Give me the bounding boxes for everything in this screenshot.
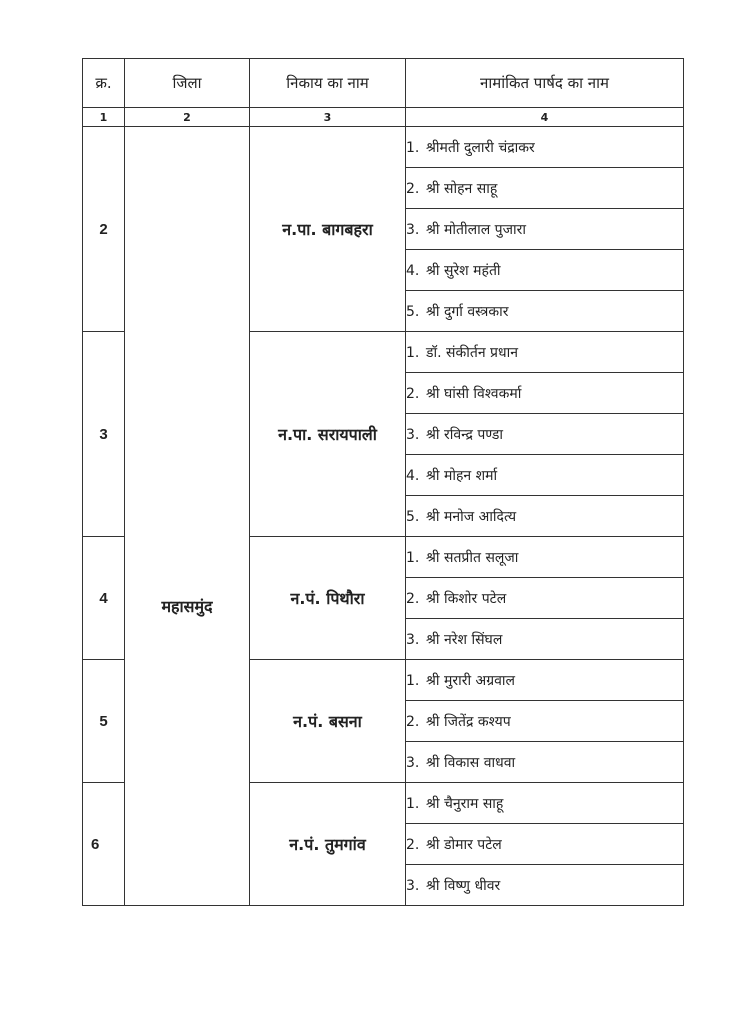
member-name: [406, 578, 684, 619]
member-number: 2.: [406, 180, 420, 197]
member-name: [406, 619, 684, 660]
member-label: डॉ. संकीर्तन प्रधान: [426, 344, 519, 361]
member-name: [406, 455, 684, 496]
member-name: [406, 701, 684, 742]
header-serial: क्र.: [83, 59, 125, 108]
member-name: [406, 168, 684, 209]
member-label: श्री किशोर पटेल: [426, 590, 507, 607]
serial-number: 4: [83, 537, 125, 660]
member-label: श्री घांसी विश्वकर्मा: [426, 385, 522, 402]
member-name: [406, 783, 684, 824]
member-number: 3.: [406, 754, 420, 771]
member-label: श्री जितेंद्र कश्यप: [426, 713, 511, 730]
member-number: 3.: [406, 426, 420, 443]
member-label: श्री नरेश सिंघल: [426, 631, 503, 648]
member-number: 5.: [406, 303, 420, 320]
member-number: 1.: [406, 795, 420, 812]
header-row: [83, 59, 684, 108]
body-name: न.पं. पिथौरा: [250, 537, 406, 660]
member-number: 2.: [406, 590, 420, 607]
member-number: 5.: [406, 508, 420, 525]
column-number: 1: [83, 108, 125, 127]
member-name: [406, 660, 684, 701]
nomination-document: [82, 58, 683, 914]
serial-number: 3: [83, 332, 125, 537]
member-label: श्रीमती दुलारी चंद्राकर: [426, 139, 535, 156]
member-number: 2.: [406, 836, 420, 853]
column-number-row: [83, 108, 684, 127]
member-number: 1.: [406, 139, 420, 156]
member-label: श्री सुरेश महंती: [426, 262, 501, 279]
member-label: श्री डोमार पटेल: [426, 836, 502, 853]
body-name: न.पा. सरायपाली: [250, 332, 406, 537]
member-number: 3.: [406, 221, 420, 238]
member-name: [406, 414, 684, 455]
serial-number: 5: [83, 660, 125, 783]
column-number: 4: [406, 108, 684, 127]
header-district: जिला: [125, 59, 250, 108]
member-name: [406, 865, 684, 906]
column-number: 2: [125, 108, 250, 127]
member-label: श्री दुर्गा वस्त्रकार: [426, 303, 509, 320]
member-name: [406, 332, 684, 373]
member-number: 2.: [406, 713, 420, 730]
member-label: श्री मुरारी अग्रवाल: [426, 672, 516, 689]
member-number: 1.: [406, 549, 420, 566]
member-label: श्री चैनुराम साहू: [426, 795, 504, 812]
member-label: श्री रविन्द्र पण्डा: [426, 426, 504, 443]
body-name: न.पा. बागबहरा: [250, 127, 406, 332]
member-label: श्री मनोज आदित्य: [426, 508, 517, 525]
member-number: 2.: [406, 385, 420, 402]
header-body-name: निकाय का नाम: [250, 59, 406, 108]
member-number: 3.: [406, 631, 420, 648]
nominated-councillors-table: [82, 58, 684, 906]
member-label: श्री मोहन शर्मा: [426, 467, 498, 484]
member-number: 4.: [406, 262, 420, 279]
member-name: [406, 742, 684, 783]
member-number: 3.: [406, 877, 420, 894]
member-name: [406, 250, 684, 291]
member-label: श्री सोहन साहू: [426, 180, 498, 197]
member-label: श्री विष्णु धीवर: [426, 877, 501, 894]
body-name: न.पं. तुमगांव: [250, 783, 406, 906]
serial-number: 2: [83, 127, 125, 332]
member-label: श्री सतप्रीत सलूजा: [426, 549, 519, 566]
member-name: [406, 824, 684, 865]
member-label: श्री मोतीलाल पुजारा: [426, 221, 526, 238]
member-number: 1.: [406, 344, 420, 361]
member-number: 4.: [406, 467, 420, 484]
member-name: [406, 291, 684, 332]
member-name: [406, 373, 684, 414]
member-number: 1.: [406, 672, 420, 689]
member-label: श्री विकास वाधवा: [426, 754, 516, 771]
member-name: [406, 537, 684, 578]
member-name: [406, 127, 684, 168]
table-body: [83, 127, 684, 906]
table-row: [83, 127, 684, 168]
member-name: [406, 496, 684, 537]
member-name: [406, 209, 684, 250]
district-name: [125, 127, 250, 906]
column-number: 3: [250, 108, 406, 127]
body-name: न.पं. बसना: [250, 660, 406, 783]
district-label: महासमुंद: [161, 597, 213, 616]
serial-number: 6: [83, 783, 125, 906]
header-nominated-councillor: नामांकित पार्षद का नाम: [406, 59, 684, 108]
